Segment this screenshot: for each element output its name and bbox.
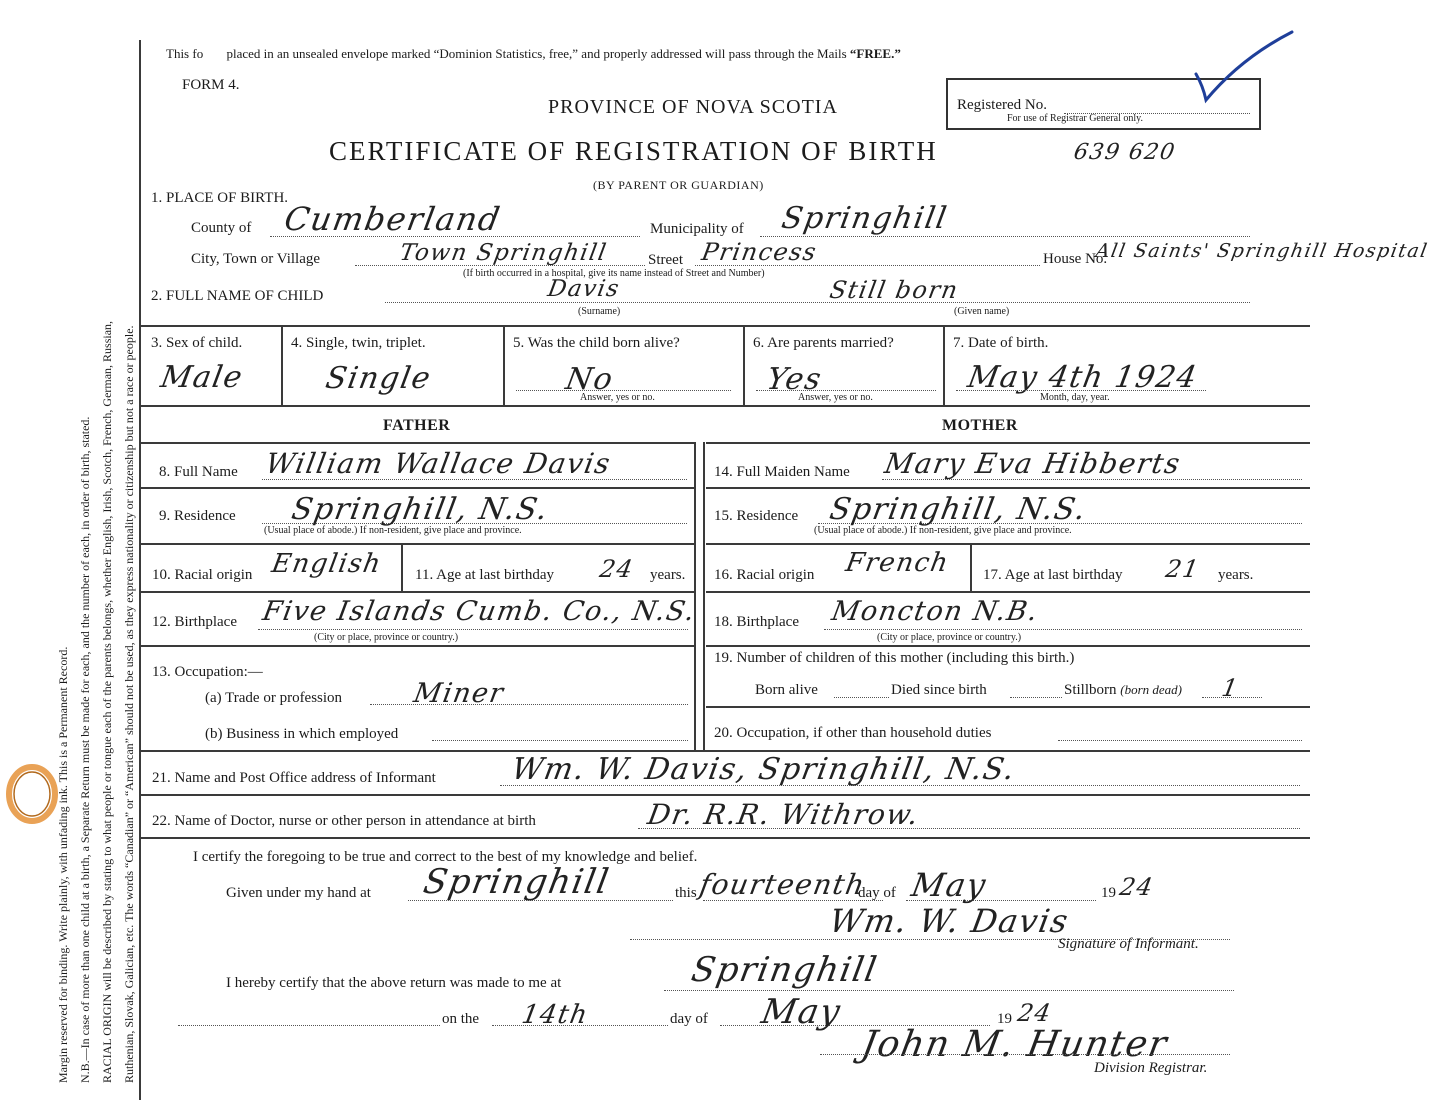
registrar-day-value[interactable]: 14th xyxy=(519,1000,591,1030)
municipality-dots xyxy=(760,236,1250,237)
rule-birthplace-m xyxy=(706,645,1310,647)
mother-abode-note: (Usual place of abode.) If non-resident, give place and province. xyxy=(814,525,1072,536)
father-residence-label: 9. Residence xyxy=(159,508,236,524)
registrar-place-dots xyxy=(664,990,1234,991)
father-abode-note: (Usual place of abode.) If non-resident, give place and province. xyxy=(264,525,522,536)
day-value[interactable]: fourteenth xyxy=(697,868,869,901)
registrar-place-value[interactable]: Springhill xyxy=(688,950,881,990)
month-value[interactable]: May xyxy=(908,866,990,904)
occupation-label: 13. Occupation:— xyxy=(152,664,263,680)
registrar-year-value[interactable]: 24 xyxy=(1015,999,1055,1027)
parents-married-label: 6. Are parents married? xyxy=(753,335,894,351)
born-alive-value[interactable]: No xyxy=(562,362,617,397)
father-racial-label: 10. Racial origin xyxy=(152,567,253,583)
died-since-birth-label: Died since birth xyxy=(891,682,987,698)
county-label: County of xyxy=(191,220,252,236)
seal-punch-hole-icon xyxy=(4,762,60,826)
serial-number: 639 620 xyxy=(1071,140,1178,165)
margin-note-4: Ruthenian, Slovak, Galician, etc. The words “Canadian” or “American” should not be used, as they express nationality or citizenship but not a race or people. xyxy=(122,325,136,1083)
date-of-birth-value[interactable]: May 4th 1924 xyxy=(964,360,1201,395)
mother-age-value[interactable]: 21 xyxy=(1163,555,1203,583)
mother-birthplace-value[interactable]: Moncton N.B. xyxy=(829,596,1042,627)
mother-racial-label: 16. Racial origin xyxy=(714,567,815,583)
municipality-label: Municipality of xyxy=(650,221,744,237)
date-of-birth-label: 7. Date of birth. xyxy=(953,335,1049,351)
trade-label: (a) Trade or profession xyxy=(205,690,343,706)
father-age-value[interactable]: 24 xyxy=(597,555,637,583)
rule-19 xyxy=(706,706,1310,708)
attendant-label: 22. Name of Doctor, nurse or other person in attendance at birth xyxy=(152,813,536,829)
registrar-on-label: on the xyxy=(442,1011,480,1027)
street-value[interactable]: Princess xyxy=(699,238,820,266)
father-racial-value[interactable]: English xyxy=(269,549,385,579)
registrar-signature[interactable]: John M. Hunter xyxy=(858,1024,1172,1065)
divider-6-7 xyxy=(943,326,945,406)
form-left-border xyxy=(139,40,141,1100)
certify-statement: I certify the foregoing to be true and correct to the best of my knowledge and belief. xyxy=(193,849,698,865)
given-place-value[interactable]: Springhill xyxy=(420,862,613,902)
mother-birthplace-label: 18. Birthplace xyxy=(714,614,799,630)
child-name-label: 2. FULL NAME OF CHILD xyxy=(151,288,324,304)
registrar-statement: I hereby certify that the above return was made to me at xyxy=(226,975,562,991)
hospital-note: (If birth occurred in a hospital, give its name instead of Street and Number) xyxy=(463,268,765,279)
father-residence-value[interactable]: Springhill, N.S. xyxy=(288,492,552,527)
rule-name xyxy=(140,487,694,489)
county-value[interactable]: Cumberland xyxy=(281,200,504,238)
father-birthplace-value[interactable]: Five Islands Cumb. Co., N.S. xyxy=(260,596,699,627)
father-age-suffix: years. xyxy=(650,567,686,583)
mother-name-label: 14. Full Maiden Name xyxy=(714,464,850,480)
registrar-pre-dots xyxy=(178,1025,440,1026)
rule-name-m xyxy=(706,487,1310,489)
margin-note-3: RACIAL ORIGIN will be described by stating to what people or tongue each of the parents belongs, whether English, Irish, Scotch, French, German, Russian, xyxy=(100,320,114,1083)
divider-4-5 xyxy=(503,326,505,406)
parents-married-value[interactable]: Yes xyxy=(763,362,825,397)
child-name-dots xyxy=(385,302,1250,303)
mother-heading-rule xyxy=(706,442,1310,444)
business-dots xyxy=(432,740,688,741)
rule-birthplace xyxy=(140,645,694,647)
business-label: (b) Business in which employed xyxy=(205,726,399,742)
province-heading: PROVINCE OF NOVA SCOTIA xyxy=(548,96,838,118)
date-of-birth-dots xyxy=(956,390,1206,391)
mother-racial-value[interactable]: French xyxy=(843,548,952,578)
divider-5-6 xyxy=(743,326,745,406)
sex-label: 3. Sex of child. xyxy=(151,335,243,351)
father-heading: FATHER xyxy=(383,417,451,434)
racial-split-mother xyxy=(970,544,972,592)
stillborn-label: Stillborn (born dead) xyxy=(1064,682,1183,698)
certificate-title: CERTIFICATE OF REGISTRATION OF BIRTH xyxy=(329,136,938,166)
father-birthplace-label: 12. Birthplace xyxy=(152,614,237,630)
parents-divider-right xyxy=(703,442,705,750)
informant-signature[interactable]: Wm. W. Davis xyxy=(826,902,1073,940)
registrar-month-value[interactable]: May xyxy=(758,992,845,1032)
year-value[interactable]: 24 xyxy=(1117,873,1157,901)
rule-attendant xyxy=(140,837,1310,839)
father-birthplace-note: (City or place, province or country.) xyxy=(314,632,459,643)
rule-residence-m xyxy=(706,543,1310,545)
mother-heading: MOTHER xyxy=(942,417,1018,434)
year-prefix: 19 xyxy=(1101,885,1116,901)
sex-value[interactable]: Male xyxy=(157,360,247,395)
given-name-caption: (Given name) xyxy=(954,306,1010,317)
mother-age-label: 17. Age at last birthday xyxy=(983,567,1123,583)
this-label: this xyxy=(675,885,697,901)
registrar-signature-dots xyxy=(820,1054,1230,1055)
house-label: House No. xyxy=(1043,251,1108,267)
rule-racial xyxy=(140,591,694,593)
rule-residence xyxy=(140,543,694,545)
house-value[interactable]: All Saints' Springhill Hospital xyxy=(1094,240,1430,262)
street-label: Street xyxy=(648,252,683,268)
registrar-year-prefix: 19 xyxy=(997,1011,1012,1027)
mother-birthplace-dots xyxy=(824,629,1302,630)
informant-signature-caption: Signature of Informant. xyxy=(1058,936,1199,952)
father-name-label: 8. Full Name xyxy=(159,464,238,480)
born-alive-label: 5. Was the child born alive? xyxy=(513,335,680,351)
informant-value[interactable]: Wm. W. Davis, Springhill, N.S. xyxy=(508,752,1019,787)
children-count-label: 19. Number of children of this mother (including this birth.) xyxy=(714,650,1075,666)
row-top-rule xyxy=(140,325,1310,327)
place-of-birth-heading: 1. PLACE OF BIRTH. xyxy=(151,190,289,206)
father-birthplace-dots xyxy=(258,629,688,630)
municipality-value[interactable]: Springhill xyxy=(778,201,951,236)
mother-occupation-label: 20. Occupation, if other than household duties xyxy=(714,725,992,741)
registered-label: Registered No. xyxy=(957,97,1047,113)
mailing-notice: This fo placed in an unsealed envelope marked “Dominion Statistics, free,” and properly addressed will pass through the Mails “FREE.” xyxy=(166,46,901,61)
mother-residence-value[interactable]: Springhill, N.S. xyxy=(826,492,1090,527)
city-value[interactable]: Town Springhill xyxy=(397,240,610,266)
died-since-birth-dots xyxy=(1010,697,1062,698)
child-surname[interactable]: Davis xyxy=(545,276,623,302)
binding-margin xyxy=(0,0,138,1107)
given-under-label: Given under my hand at xyxy=(226,885,371,901)
born-alive-caption: Answer, yes or no. xyxy=(580,392,655,403)
plurality-label: 4. Single, twin, triplet. xyxy=(291,335,426,351)
born-alive-dots xyxy=(516,390,731,391)
racial-split-father xyxy=(401,544,403,592)
parents-married-dots xyxy=(756,390,936,391)
surname-caption: (Surname) xyxy=(578,306,621,317)
mother-occupation-dots xyxy=(1058,740,1302,741)
father-name-value[interactable]: William Wallace Davis xyxy=(263,447,614,480)
date-of-birth-caption: Month, day, year. xyxy=(1040,392,1110,403)
born-alive-count-label: Born alive xyxy=(755,682,818,698)
checkmark-icon xyxy=(1186,28,1306,108)
informant-label: 21. Name and Post Office address of Informant xyxy=(152,770,436,786)
margin-note-1: Margin reserved for binding. Write plainly, with unfading ink. This is a Permanent Record. xyxy=(56,646,70,1083)
rule-racial-m xyxy=(706,591,1310,593)
trade-value[interactable]: Miner xyxy=(411,678,507,709)
form-number: FORM 4. xyxy=(182,77,240,93)
father-heading-rule xyxy=(140,442,694,444)
rule-informant xyxy=(140,794,1310,796)
mother-name-value[interactable]: Mary Eva Hibberts xyxy=(882,447,1184,480)
parents-married-caption: Answer, yes or no. xyxy=(798,392,873,403)
registrar-caption: Division Registrar. xyxy=(1094,1060,1208,1076)
attendant-value[interactable]: Dr. R.R. Withrow. xyxy=(645,798,923,831)
mother-residence-label: 15. Residence xyxy=(714,508,799,524)
row-bottom-rule xyxy=(140,405,1310,407)
mother-age-suffix: years. xyxy=(1218,567,1254,583)
registrar-day-of-label: day of xyxy=(670,1011,708,1027)
mother-birthplace-note: (City or place, province or country.) xyxy=(877,632,1022,643)
born-alive-count-dots xyxy=(834,697,889,698)
plurality-value[interactable]: Single xyxy=(322,361,435,396)
child-given-name[interactable]: Still born xyxy=(827,276,961,304)
city-label: City, Town or Village xyxy=(191,251,321,267)
stillborn-value[interactable]: 1 xyxy=(1219,674,1242,702)
registered-note: For use of Registrar General only. xyxy=(1007,113,1143,124)
certificate-subtitle: (BY PARENT OR GUARDIAN) xyxy=(593,178,764,192)
margin-note-2: N.B.—In case of more than one child at a birth, a Separate Return must be made for each, and the number of each, in order of birth, stated. xyxy=(78,416,92,1083)
divider-3-4 xyxy=(281,326,283,406)
day-of-label: day of xyxy=(858,885,896,901)
father-age-label: 11. Age at last birthday xyxy=(415,567,554,583)
